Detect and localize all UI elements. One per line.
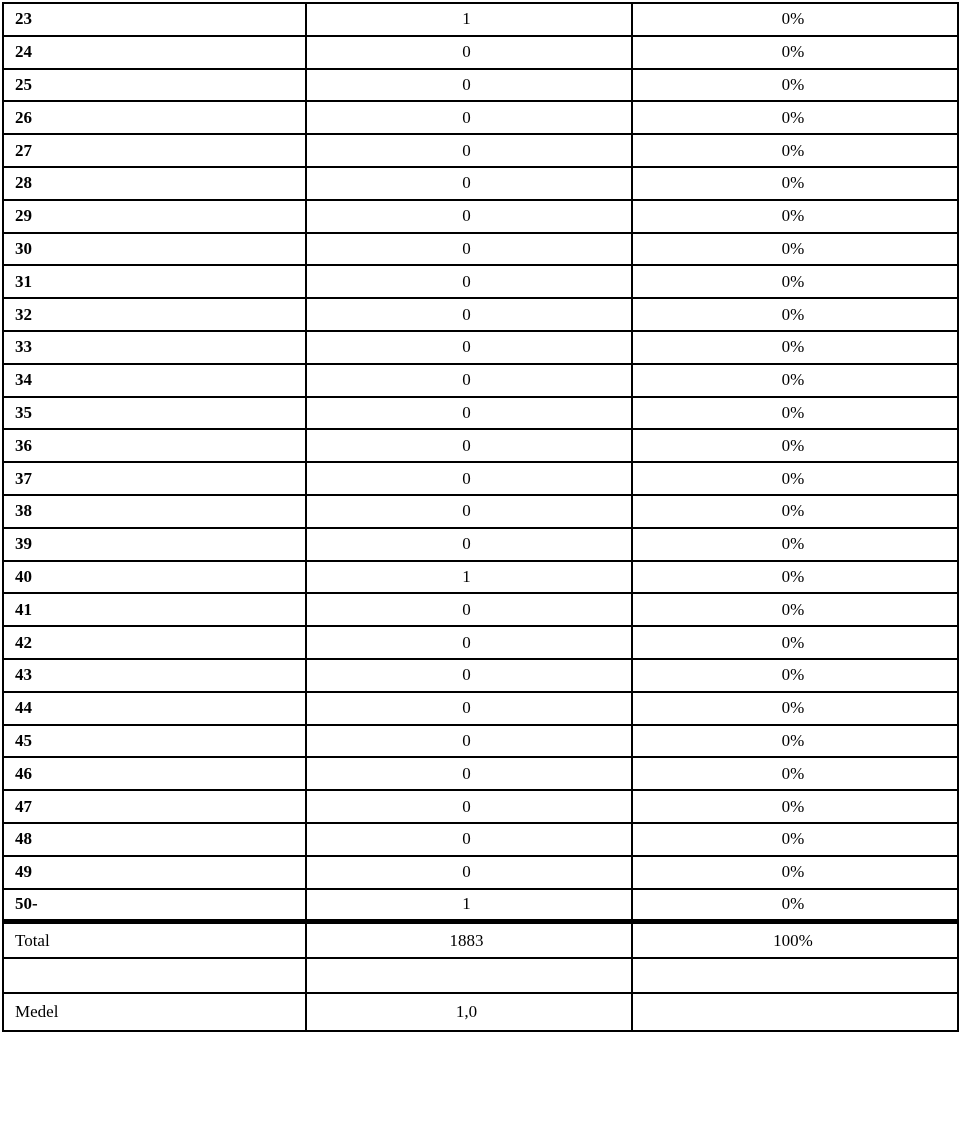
row-percent: 0% [632,167,958,200]
row-label: 35 [3,397,306,430]
row-percent: 0% [632,265,958,298]
row-count: 1 [306,561,632,594]
row-label: 44 [3,692,306,725]
row-percent: 0% [632,528,958,561]
row-percent: 0% [632,462,958,495]
total-row [3,921,958,958]
row-label: 27 [3,134,306,167]
row-count: 0 [306,397,632,430]
row-percent: 0% [632,856,958,889]
row-count: 0 [306,36,632,69]
row-percent: 0% [632,626,958,659]
row-label: 33 [3,331,306,364]
row-percent: 0% [632,757,958,790]
row-count: 0 [306,364,632,397]
table-row [3,429,958,462]
row-percent: 0% [632,101,958,134]
table-row [3,134,958,167]
table-row [3,265,958,298]
row-count: 0 [306,167,632,200]
table-row [3,528,958,561]
mean-value: 1,0 [306,993,632,1031]
row-count: 0 [306,692,632,725]
row-count: 0 [306,659,632,692]
row-count: 0 [306,265,632,298]
row-label: 24 [3,36,306,69]
table-row [3,692,958,725]
table-row [3,725,958,758]
row-count: 0 [306,593,632,626]
row-count: 0 [306,528,632,561]
mean-row [3,993,958,1031]
empty-row [3,958,958,993]
row-label: 43 [3,659,306,692]
row-label: 49 [3,856,306,889]
row-count: 0 [306,462,632,495]
row-count: 1 [306,3,632,36]
empty-cell [632,993,958,1031]
row-count: 0 [306,823,632,856]
row-percent: 0% [632,790,958,823]
row-count: 0 [306,757,632,790]
row-percent: 0% [632,495,958,528]
row-percent: 0% [632,397,958,430]
table-row [3,626,958,659]
table-row [3,101,958,134]
row-count: 1 [306,889,632,922]
row-label: 37 [3,462,306,495]
table-row [3,561,958,594]
row-label: 30 [3,233,306,266]
row-percent: 0% [632,36,958,69]
empty-cell [3,958,306,993]
row-label: 34 [3,364,306,397]
row-count: 0 [306,725,632,758]
row-label: 45 [3,725,306,758]
row-count: 0 [306,298,632,331]
row-percent: 0% [632,725,958,758]
row-percent: 0% [632,233,958,266]
table-row [3,790,958,823]
row-percent: 0% [632,692,958,725]
row-count: 0 [306,200,632,233]
row-count: 0 [306,495,632,528]
row-percent: 0% [632,298,958,331]
row-label: 38 [3,495,306,528]
row-percent: 0% [632,364,958,397]
row-percent: 0% [632,823,958,856]
total-percent: 100% [632,921,958,958]
table-body [3,3,958,1031]
table-row [3,856,958,889]
table-row [3,462,958,495]
row-label: 28 [3,167,306,200]
table-row [3,757,958,790]
row-label: 42 [3,626,306,659]
table-row [3,889,958,922]
row-label: 50- [3,889,306,922]
frequency-table [2,2,959,1032]
row-percent: 0% [632,200,958,233]
row-label: 25 [3,69,306,102]
row-percent: 0% [632,561,958,594]
table-row [3,3,958,36]
total-count: 1883 [306,921,632,958]
table-row [3,69,958,102]
row-count: 0 [306,856,632,889]
row-count: 0 [306,790,632,823]
table-row [3,397,958,430]
table-row [3,36,958,69]
table-row [3,200,958,233]
table-row [3,495,958,528]
row-label: 46 [3,757,306,790]
table-row [3,593,958,626]
row-percent: 0% [632,593,958,626]
row-percent: 0% [632,659,958,692]
row-label: 26 [3,101,306,134]
empty-cell [632,958,958,993]
row-label: 32 [3,298,306,331]
table-row [3,167,958,200]
row-label: 29 [3,200,306,233]
table-row [3,331,958,364]
row-count: 0 [306,331,632,364]
table-row [3,298,958,331]
row-label: 40 [3,561,306,594]
row-label: 23 [3,3,306,36]
row-count: 0 [306,69,632,102]
row-count: 0 [306,101,632,134]
row-count: 0 [306,134,632,167]
row-percent: 0% [632,429,958,462]
row-percent: 0% [632,331,958,364]
row-count: 0 [306,626,632,659]
row-count: 0 [306,429,632,462]
row-percent: 0% [632,889,958,922]
table-row [3,233,958,266]
empty-cell [306,958,632,993]
table-row [3,364,958,397]
row-label: 31 [3,265,306,298]
row-label: 48 [3,823,306,856]
table-row [3,823,958,856]
row-label: 47 [3,790,306,823]
row-percent: 0% [632,134,958,167]
mean-label: Medel [3,993,306,1031]
row-label: 39 [3,528,306,561]
row-percent: 0% [632,3,958,36]
row-label: 36 [3,429,306,462]
row-count: 0 [306,233,632,266]
table-row [3,659,958,692]
row-percent: 0% [632,69,958,102]
total-label: Total [3,921,306,958]
row-label: 41 [3,593,306,626]
